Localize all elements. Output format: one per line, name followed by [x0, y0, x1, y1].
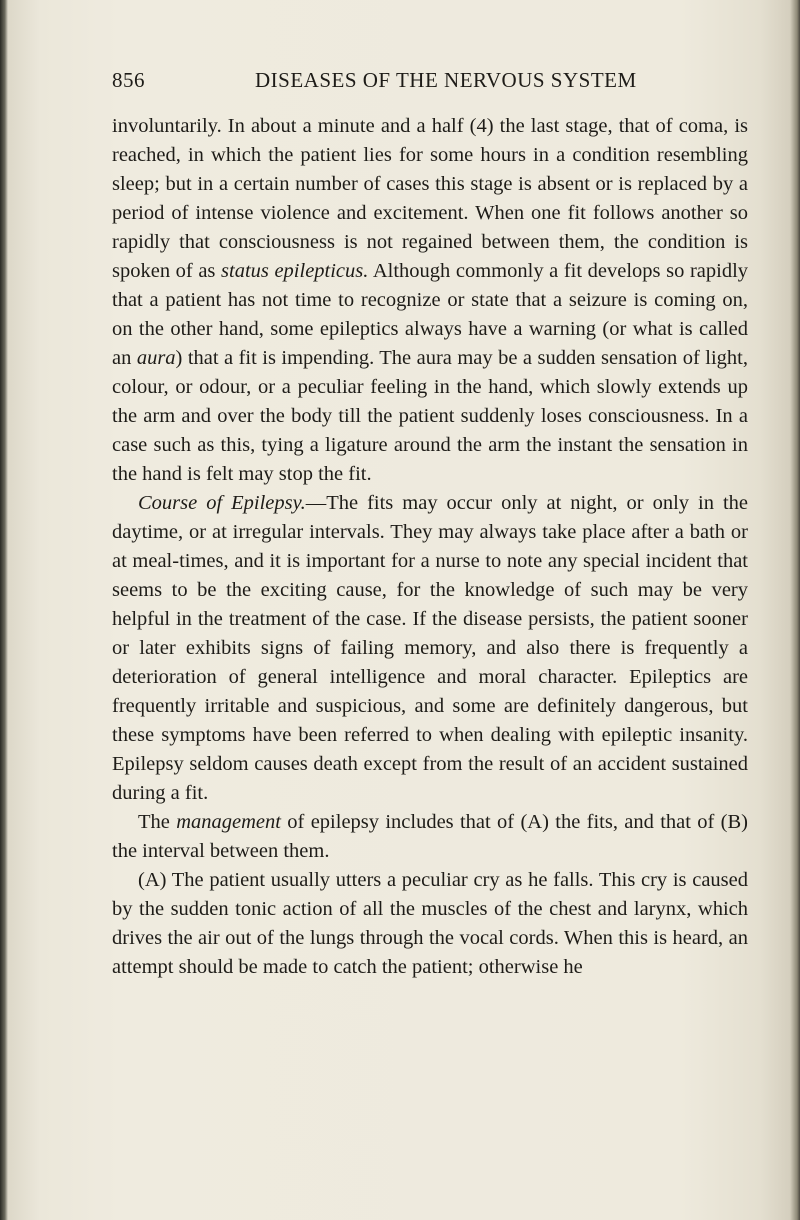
section-heading-course-of-epilepsy: Course of Epilepsy.: [138, 492, 306, 514]
paragraph-a: (A) The patient usually utters a peculiar cry as he falls. This cry is caused by the sudden tonic action of all the muscles of the chest and larynx, which drives the air out of the lungs through the vocal cords. When this is heard, an attempt should be made to catch the patient; otherwise he: [112, 869, 748, 978]
page-spine-shadow: [0, 0, 8, 1220]
term-aura: aura: [136, 347, 176, 369]
paragraph-course-of-epilepsy: Course of Epilepsy.—The fits may occur only at night, or only in the daytime, or at irregular intervals. They may always take place after a bath or at meal-times, and it is important for a nurse to note any special incident that seems to be the exciting cause, for the knowledge of such may be very helpful in the treatment of the case. If the disease persists, the patient sooner or later exhibits signs of failing memory, and also there is frequently a deterioration of general intelligence and moral character. Epileptics are frequently irritable and suspicious, and some are definitely dangerous, but these symptoms have been referred to when dealing with epileptic insanity. Epilepsy seldom causes death except from the result of an accident sustained during a fit.: [112, 492, 748, 804]
page-header: [112, 68, 722, 98]
term-status-epilepticus: status epilepticus.: [221, 260, 369, 282]
body-text: [112, 112, 748, 982]
page-edge-shadow: [790, 0, 800, 1220]
running-head: DISEASES OF THE NERVOUS SYSTEM: [255, 68, 637, 92]
paragraph-management: The management of epilepsy includes that of (A) the fits, and that of (B) the interval between them.: [112, 811, 748, 862]
page-number: 856: [112, 68, 145, 92]
paragraph-1: involuntarily. In about a minute and a half (4) the last stage, that of coma, is reached, in which the patient lies for some hours in a condition resembling sleep; but in a certain number of cases this stage is absent or is replaced by a period of intense violence and excitement. When one fit follows another so rapidly that consciousness is not regained between them, the condition is spoken of as status epilepticus. Although commonly a fit develops so rapidly that a patient has not time to recognize or state that a seizure is coming on, on the other hand, some epileptics always have a warning (or what is called an aura) that a fit is impending. The aura may be a sudden sensation of light, colour, or odour, or a peculiar feeling in the hand, which slowly extends up the arm and over the body till the patient suddenly loses consciousness. In a case such as this, tying a ligature around the arm the instant the sensation in the hand is felt may stop the fit.: [112, 115, 749, 485]
term-management: management: [176, 811, 281, 833]
